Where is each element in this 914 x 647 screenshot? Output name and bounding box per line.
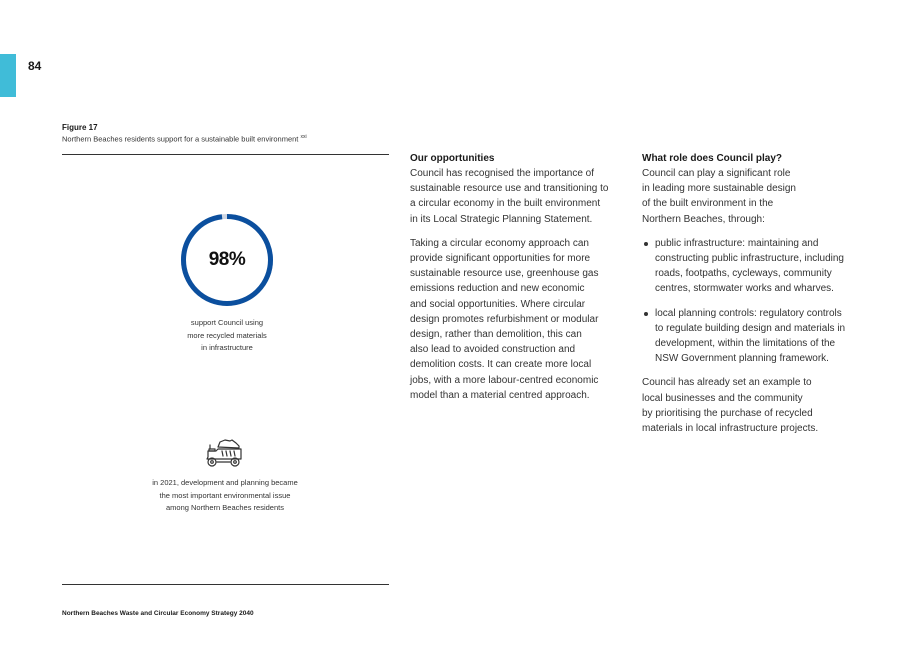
figure-top-divider: [62, 154, 389, 155]
text-line: local planning controls: regulatory controls: [655, 307, 842, 319]
text-line: emissions reduction and new economic: [410, 283, 585, 295]
stat-caption-line: more recycled materials: [187, 330, 267, 340]
bullet-dot-icon: [644, 312, 648, 316]
text-line: constructing public infrastructure, including: [655, 253, 844, 265]
figure-label: Figure 17: [62, 123, 98, 132]
text-line: sustainable resource use, greenhouse gas: [410, 268, 599, 280]
text-line: local businesses and the community: [642, 392, 803, 404]
text-line: development, within the limitations of the: [655, 338, 836, 350]
opportunities-paragraph-2: [410, 236, 625, 403]
text-line: by prioritising the purchase of recycled: [642, 407, 813, 419]
truck-caption-line: among Northern Beaches residents: [166, 503, 284, 512]
text-line: Taking a circular economy approach can: [410, 237, 589, 249]
page-number: 84: [28, 59, 42, 73]
stat-caption-line: in infrastructure: [201, 343, 253, 352]
text-line: Northern Beaches, through:: [642, 213, 765, 225]
bullet-dot-icon: [644, 242, 648, 246]
text-line: also lead to avoided construction and: [410, 344, 576, 356]
text-line: demolition costs. It can create more local: [410, 359, 592, 371]
text-line: NSW Government planning framework.: [655, 353, 829, 365]
text-line: model than a material centred approach.: [410, 389, 590, 401]
council-role-column: [642, 151, 862, 436]
text-line: of the built environment in the: [642, 198, 774, 210]
text-line: in its Local Strategic Planning Statement.: [410, 213, 593, 225]
text-line: a circular economy in the built environment: [410, 198, 601, 210]
text-line: sustainable resource use and transitioning to: [410, 183, 609, 195]
page-tab-marker: [0, 54, 16, 97]
opportunities-heading: Our opportunities: [410, 153, 495, 164]
text-line: design promotes refurbishment or modular: [410, 313, 599, 325]
bullet-item: [642, 306, 862, 367]
text-line: to regulate building design and materials in: [655, 322, 846, 334]
figure-caption-ref: xxi: [300, 134, 307, 140]
truck-caption-line: in 2021, development and planning became: [152, 478, 298, 487]
mining-truck-icon: [205, 437, 243, 469]
text-line: Council has recognised the importance of: [410, 168, 594, 179]
text-line: Council can play a significant role: [642, 168, 791, 179]
text-line: public infrastructure: maintaining and: [655, 237, 819, 249]
bullet-item: [642, 236, 862, 297]
footer-title: Northern Beaches Waste and Circular Economy Strategy 2040: [62, 610, 254, 617]
council-role-heading: What role does Council play?: [642, 153, 783, 164]
text-line: provide significant opportunities for more: [410, 253, 591, 265]
text-line: materials in local infrastructure projects.: [642, 423, 819, 435]
stat-caption: [150, 317, 304, 355]
truck-caption: [130, 477, 320, 515]
text-line: Council has already set an example to: [642, 377, 812, 389]
council-role-bullets: [642, 236, 862, 367]
opportunities-column: [410, 151, 625, 403]
stat-caption-line: support Council using: [190, 318, 264, 327]
text-line: jobs, with a more labour-centred economic: [410, 374, 599, 386]
opportunities-paragraph-1: [410, 166, 625, 227]
council-role-intro: [642, 166, 862, 227]
figure-bottom-divider: [62, 584, 389, 585]
text-line: centres, stormwater works and wharves.: [655, 283, 834, 295]
figure-caption: [62, 134, 307, 144]
text-line: design, rather than demolition, this can: [410, 329, 582, 341]
stat-value: 98%: [208, 249, 246, 270]
council-role-closing: [642, 375, 862, 436]
text-line: in leading more sustainable design: [642, 183, 796, 195]
text-line: roads, footpaths, cycleways, community: [655, 268, 832, 280]
text-line: and social opportunities. Where circular: [410, 298, 586, 310]
figure-caption-text: Northern Beaches residents support for a sustainable built environment: [62, 134, 299, 144]
truck-caption-line: the most important environmental issue: [159, 490, 291, 500]
